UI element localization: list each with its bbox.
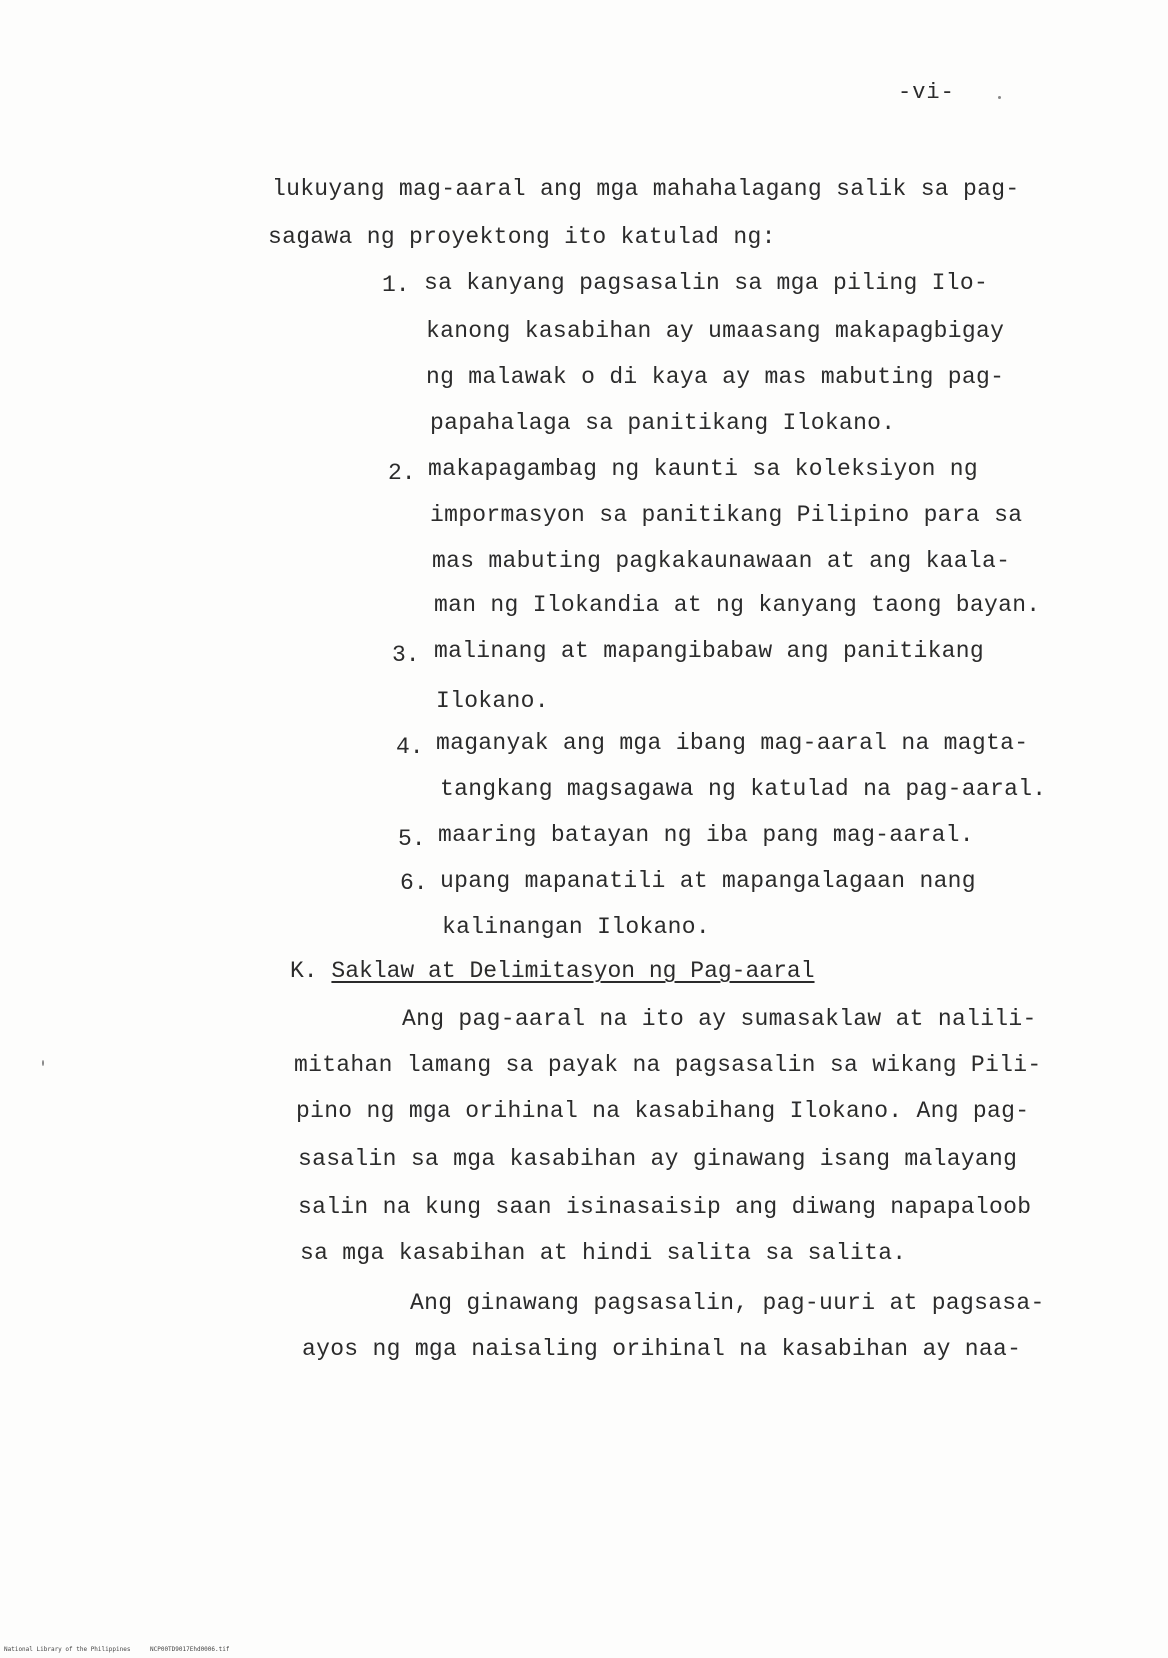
scan-speck — [42, 1060, 44, 1066]
section-label: K. — [290, 958, 318, 984]
section-heading — [290, 958, 815, 984]
paragraph-line: pino ng mga orihinal na kasabihang Ilokano. Ang pag- — [296, 1098, 1030, 1124]
list-item-number: 1. — [382, 272, 410, 298]
list-item-line: upang mapanatili at mapangalagaan nang — [440, 868, 976, 894]
paragraph-line: Ang ginawang pagsasalin, pag-uuri at pagsasa- — [410, 1290, 1045, 1316]
paragraph-line: ayos ng mga naisaling orihinal na kasabihan ay naa- — [302, 1336, 1022, 1362]
paragraph-line: mitahan lamang sa payak na pagsasalin sa wikang Pili- — [294, 1052, 1042, 1078]
intro-line: lukuyang mag-aaral ang mga mahahalagang salik sa pag- — [272, 176, 1020, 202]
list-item-line: maaring batayan ng iba pang mag-aaral. — [438, 822, 974, 848]
paragraph-line: salin na kung saan isinasaisip ang diwang napapaloob — [298, 1194, 1032, 1220]
footer-source: National Library of the Philippines — [4, 1646, 131, 1653]
list-item-number: 2. — [388, 460, 416, 486]
list-item-line: tangkang magsagawa ng katulad na pag-aaral. — [440, 776, 1047, 802]
list-item-line: ng malawak o di kaya ay mas mabuting pag- — [426, 364, 1005, 390]
list-item-line: maganyak ang mga ibang mag-aaral na magta- — [436, 730, 1029, 756]
section-title: Saklaw at Delimitasyon ng Pag-aaral — [331, 958, 815, 984]
paragraph-line: sa mga kasabihan at hindi salita sa salita. — [300, 1240, 907, 1266]
list-item-line: makapagambag ng kaunti sa koleksiyon ng — [428, 456, 978, 482]
list-item-line: papahalaga sa panitikang Ilokano. — [430, 410, 896, 436]
footer-filename: NCP00TD9017Ehd0006.tif — [150, 1646, 230, 1653]
list-item-number: 3. — [392, 642, 420, 668]
list-item-line: sa kanyang pagsasalin sa mga piling Ilo- — [424, 270, 989, 296]
list-item-line: Ilokano. — [436, 688, 549, 714]
list-item-number: 5. — [398, 826, 426, 852]
list-item-line: impormasyon sa panitikang Pilipino para sa — [430, 502, 1023, 528]
paragraph-line: Ang pag-aaral na ito ay sumasaklaw at nalili- — [402, 1006, 1037, 1032]
list-item-line: malinang at mapangibabaw ang panitikang — [434, 638, 984, 664]
page-number: -vi- — [898, 80, 955, 105]
paragraph-line: sasalin sa mga kasabihan ay ginawang isang malayang — [298, 1146, 1018, 1172]
list-item-line: kalinangan Ilokano. — [442, 914, 710, 940]
list-item-line: man ng Ilokandia at ng kanyang taong bayan. — [434, 592, 1041, 618]
list-item-line: kanong kasabihan ay umaasang makapagbigay — [426, 318, 1005, 344]
list-item-number: 6. — [400, 870, 428, 896]
intro-line: sagawa ng proyektong ito katulad ng: — [268, 224, 776, 250]
scan-speck — [998, 96, 1001, 99]
list-item-line: mas mabuting pagkakaunawaan at ang kaala- — [432, 548, 1011, 574]
list-item-number: 4. — [396, 734, 424, 760]
